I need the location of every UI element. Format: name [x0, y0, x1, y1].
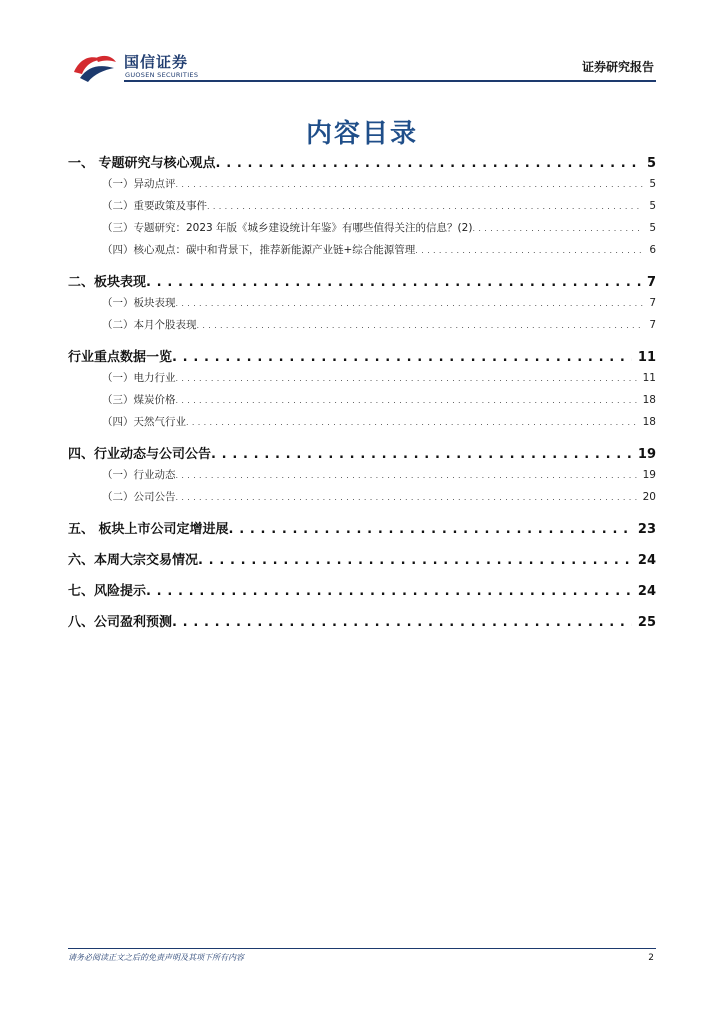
- toc-entry-title: 六、本周大宗交易情况: [68, 553, 199, 568]
- page-header: [0, 0, 724, 90]
- toc-dot-leader: [176, 396, 637, 405]
- toc-section-entry[interactable]: [68, 271, 656, 295]
- toc-subsection-entry[interactable]: [68, 176, 656, 198]
- toc-section-entry[interactable]: [68, 580, 656, 604]
- toc-subsection-entry[interactable]: [68, 392, 656, 414]
- toc-dot-leader: [146, 584, 632, 599]
- toc-section-entry[interactable]: [68, 152, 656, 176]
- toc-entry-title: （二）重要政策及事件: [102, 200, 207, 212]
- toc-gap: [68, 436, 656, 443]
- toc-entry-page: 24: [637, 584, 656, 599]
- toc-gap: [68, 339, 656, 346]
- toc-section-entry[interactable]: [68, 549, 656, 573]
- toc-entry-title: （三）专题研究：2023 年版《城乡建设统计年鉴》有哪些值得关注的信息？(2): [102, 222, 473, 234]
- toc-dot-leader: [229, 522, 632, 537]
- toc-subsection-entry[interactable]: [68, 317, 656, 339]
- guosen-logo-icon: [70, 52, 120, 82]
- toc-entry-title: （二）公司公告: [102, 491, 176, 503]
- table-of-contents: [68, 152, 656, 635]
- toc-section-entry[interactable]: [68, 611, 656, 635]
- report-type-label: 证券研究报告: [581, 60, 654, 74]
- toc-subsection-entry[interactable]: [68, 220, 656, 242]
- toc-section-entry[interactable]: [68, 346, 656, 370]
- toc-gap: [68, 511, 656, 518]
- toc-gap: [68, 573, 656, 580]
- toc-entry-title: 七、风险提示: [68, 584, 147, 599]
- toc-dot-leader: [415, 246, 643, 255]
- toc-entry-page: 19: [642, 469, 656, 481]
- toc-gap: [68, 264, 656, 271]
- toc-subsection-entry[interactable]: [68, 198, 656, 220]
- toc-dot-leader: [146, 275, 641, 290]
- toc-entry-page: 7: [649, 297, 656, 309]
- toc-entry-title: 行业重点数据一览: [68, 350, 173, 365]
- toc-gap: [68, 604, 656, 611]
- toc-entry-title: 二、板块表现: [68, 275, 147, 290]
- toc-dot-leader: [176, 471, 637, 480]
- toc-entry-page: 5: [649, 222, 656, 234]
- toc-dot-leader: [216, 156, 641, 171]
- toc-entry-title: （二）本月个股表现: [102, 319, 197, 331]
- toc-entry-title: 一、 专题研究与核心观点: [68, 156, 216, 171]
- toc-section-entry[interactable]: [68, 518, 656, 542]
- toc-dot-leader: [176, 374, 637, 383]
- toc-dot-leader: [197, 321, 644, 330]
- toc-entry-page: 19: [637, 447, 656, 462]
- toc-entry-title: 五、 板块上市公司定增进展: [68, 522, 229, 537]
- page-number: 2: [648, 953, 654, 963]
- toc-entry-title: 四、行业动态与公司公告: [68, 447, 212, 462]
- toc-entry-title: （一）电力行业: [102, 372, 176, 384]
- toc-entry-title: （四）天然气行业: [102, 416, 186, 428]
- toc-subsection-entry[interactable]: [68, 414, 656, 436]
- toc-dot-leader: [176, 493, 637, 502]
- toc-entry-title: （一）异动点评: [102, 178, 176, 190]
- toc-subsection-entry[interactable]: [68, 467, 656, 489]
- toc-subsection-entry[interactable]: [68, 295, 656, 317]
- toc-dot-leader: [198, 553, 632, 568]
- toc-entry-page: 5: [646, 156, 656, 171]
- toc-entry-page: 23: [637, 522, 656, 537]
- toc-entry-page: 5: [649, 200, 656, 212]
- toc-subsection-entry[interactable]: [68, 489, 656, 511]
- toc-gap: [68, 542, 656, 549]
- toc-dot-leader: [211, 447, 632, 462]
- toc-entry-page: 5: [649, 178, 656, 190]
- toc-entry-page: 20: [642, 491, 656, 503]
- toc-entry-page: 18: [642, 394, 656, 406]
- toc-dot-leader: [472, 224, 643, 233]
- toc-dot-leader: [176, 299, 644, 308]
- toc-entry-title: （一）行业动态: [102, 469, 176, 481]
- toc-dot-leader: [172, 350, 632, 365]
- toc-entry-title: （三）煤炭价格: [102, 394, 176, 406]
- toc-entry-title: （一）板块表现: [102, 297, 176, 309]
- toc-entry-page: 24: [637, 553, 656, 568]
- footer-divider: [68, 948, 656, 949]
- footer-disclaimer: 请务必阅读正文之后的免责声明及其项下所有内容: [68, 953, 244, 962]
- toc-dot-leader: [186, 418, 637, 427]
- toc-section-entry[interactable]: [68, 443, 656, 467]
- header-divider: [124, 80, 656, 82]
- toc-dot-leader: [172, 615, 632, 630]
- toc-entry-title: （四）核心观点：碳中和背景下，推荐新能源产业链+综合能源管理: [102, 244, 416, 256]
- toc-entry-page: 18: [642, 416, 656, 428]
- toc-subsection-entry[interactable]: [68, 370, 656, 392]
- logo-chinese-name: 国信证券: [124, 53, 189, 71]
- toc-dot-leader: [207, 202, 643, 211]
- company-logo: [70, 48, 200, 88]
- toc-entry-title: 八、公司盈利预测: [68, 615, 173, 630]
- toc-dot-leader: [176, 180, 644, 189]
- toc-entry-page: 7: [646, 275, 656, 290]
- toc-entry-page: 7: [649, 319, 656, 331]
- toc-entry-page: 25: [637, 615, 656, 630]
- toc-entry-page: 11: [637, 350, 656, 365]
- toc-title: 内容目录: [305, 119, 418, 149]
- toc-entry-page: 6: [649, 244, 656, 256]
- toc-subsection-entry[interactable]: [68, 242, 656, 264]
- logo-english-name: GUOSEN SECURITIES: [125, 71, 199, 79]
- toc-entry-page: 11: [642, 372, 656, 384]
